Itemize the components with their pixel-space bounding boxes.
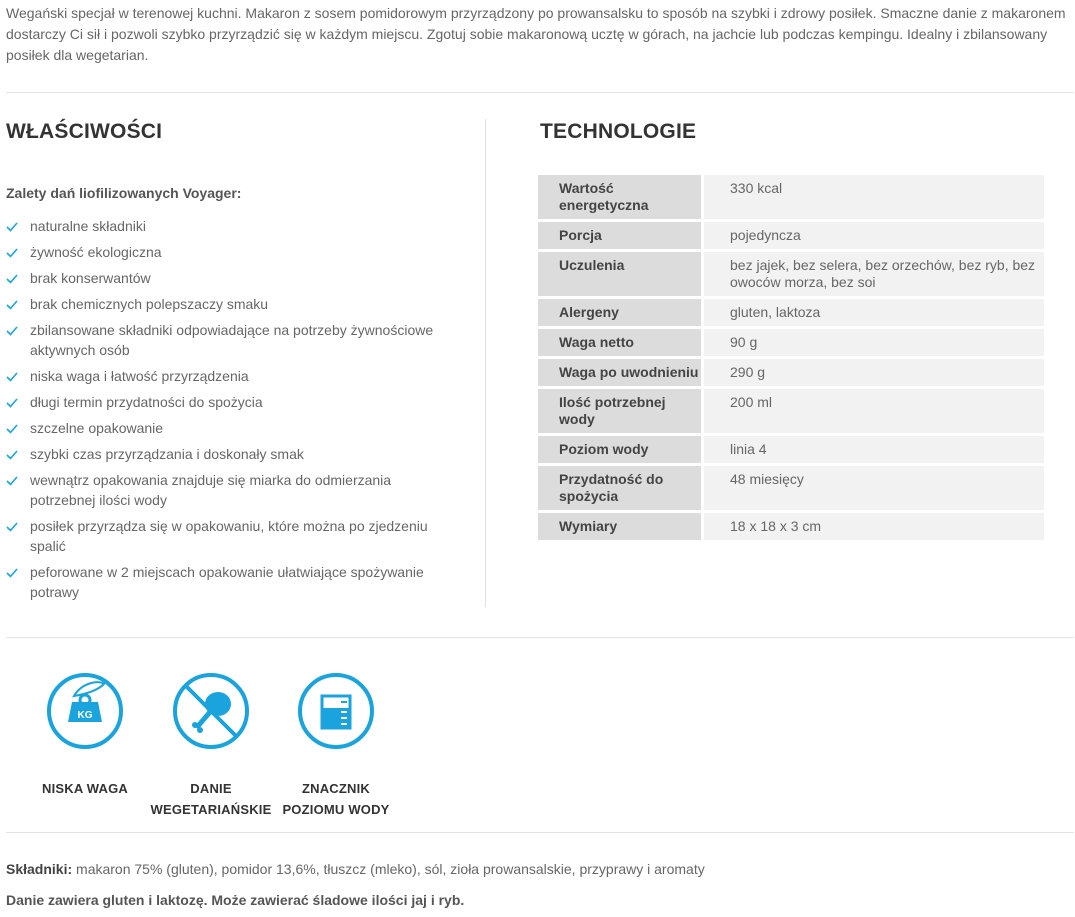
water-level-icon bbox=[297, 672, 375, 750]
features-list bbox=[6, 216, 446, 608]
check-icon bbox=[6, 299, 18, 311]
divider-top bbox=[6, 92, 1074, 93]
feature-item bbox=[6, 268, 446, 288]
check-icon bbox=[6, 423, 18, 435]
feature-item bbox=[6, 294, 446, 314]
tech-value: 290 g bbox=[701, 359, 1044, 386]
feature-text: wewnątrz opakowania znajduje się miarka do odmierzania potrzebnej ilości wody bbox=[30, 472, 392, 508]
check-icon bbox=[6, 449, 18, 461]
feature-text: żywność ekologiczna bbox=[30, 244, 162, 260]
ingredients-label: Składniki: bbox=[6, 861, 73, 877]
feature-item bbox=[6, 392, 446, 412]
tech-row bbox=[538, 222, 1044, 249]
feature-item bbox=[6, 242, 446, 262]
tech-value: 48 miesięcy bbox=[701, 466, 1044, 510]
feature-item bbox=[6, 516, 446, 556]
tech-value: 18 x 18 x 3 cm bbox=[701, 513, 1044, 540]
check-icon bbox=[6, 247, 18, 259]
column-divider bbox=[485, 119, 486, 607]
tech-row bbox=[538, 436, 1044, 463]
check-icon bbox=[6, 521, 18, 533]
tech-value: pojedyncza bbox=[701, 222, 1044, 249]
check-icon bbox=[6, 273, 18, 285]
tech-key: Alergeny bbox=[538, 299, 701, 326]
product-description: Wegański specjał w terenowej kuchni. Makaron z sosem pomidorowym przyrządzony po prowansalsku to sposób na szybki i zdrowy posiłek. Smaczne danie z makaronem dostarczy Ci sił i pozwoli szybko przyrządzić się w każdym miejscu. Zgotuj sobie makaronową ucztę w górach, na jachcie lub podczas kempingu. Idealny i zbilansowany posiłek dla wegetarian. bbox=[6, 5, 1066, 63]
tech-row bbox=[538, 252, 1044, 296]
feature-text: długi termin przydatności do spożycia bbox=[30, 394, 263, 410]
icon-item-vegetarian bbox=[146, 672, 276, 820]
feature-item bbox=[6, 470, 446, 510]
divider-middle bbox=[6, 637, 1074, 638]
tech-row bbox=[538, 359, 1044, 386]
tech-value: gluten, laktoza bbox=[701, 299, 1044, 326]
icon-item-water-level bbox=[271, 672, 401, 820]
feature-item bbox=[6, 320, 446, 360]
tech-row bbox=[538, 329, 1044, 356]
tech-row bbox=[538, 466, 1044, 510]
ingredients-text: makaron 75% (gluten), pomidor 13,6%, tłuszcz (mleko), sól, zioła prowansalskie, przyprawy i aromaty bbox=[72, 861, 705, 877]
tech-row bbox=[538, 299, 1044, 326]
weight-feather-icon bbox=[46, 672, 124, 750]
tech-value: bez jajek, bez selera, bez orzechów, bez ryb, bez owoców morza, bez soi bbox=[701, 252, 1044, 296]
icon-label-water-level: ZNACZNIK POZIOMU WODY bbox=[282, 781, 390, 817]
feature-item bbox=[6, 562, 446, 602]
check-icon bbox=[6, 221, 18, 233]
feature-item bbox=[6, 366, 446, 386]
tech-value: 200 ml bbox=[701, 389, 1044, 433]
allergen-warning: Danie zawiera gluten i laktozę. Może zawierać śladowe ilości jaj i ryb. bbox=[6, 892, 465, 908]
tech-value: 330 kcal bbox=[701, 175, 1044, 219]
tech-row bbox=[538, 175, 1044, 219]
tech-value: linia 4 bbox=[701, 436, 1044, 463]
tech-table bbox=[538, 172, 1044, 543]
check-icon bbox=[6, 475, 18, 487]
tech-key: Poziom wody bbox=[538, 436, 701, 463]
tech-key: Porcja bbox=[538, 222, 701, 249]
check-icon bbox=[6, 567, 18, 579]
feature-text: brak konserwantów bbox=[30, 270, 151, 286]
feature-text: naturalne składniki bbox=[30, 218, 146, 234]
feature-item bbox=[6, 216, 446, 236]
feature-text: zbilansowane składniki odpowiadające na potrzeby żywnościowe aktywnych osób bbox=[30, 322, 434, 358]
feature-text: posiłek przyrządza się w opakowaniu, które można po zjedzeniu spalić bbox=[30, 518, 428, 554]
feature-text: peforowane w 2 miejscach opakowanie ułatwiające spożywanie potrawy bbox=[30, 564, 424, 600]
feature-text: szczelne opakowanie bbox=[30, 420, 164, 436]
feature-text: szybki czas przyrządzania i doskonały smak bbox=[30, 446, 304, 462]
tech-key: Uczulenia bbox=[538, 252, 701, 296]
tech-value: 90 g bbox=[701, 329, 1044, 356]
features-title: WŁAŚCIWOŚCI bbox=[6, 120, 163, 143]
tech-key: Waga netto bbox=[538, 329, 701, 356]
tech-row bbox=[538, 513, 1044, 540]
no-meat-icon bbox=[172, 672, 250, 750]
features-subtitle: Zalety dań liofilizowanych Voyager: bbox=[6, 185, 242, 201]
tech-key: Przydatność do spożycia bbox=[538, 466, 701, 510]
tech-row bbox=[538, 389, 1044, 433]
tech-key: Wartość energetyczna bbox=[538, 175, 701, 219]
icon-item-low-weight bbox=[20, 672, 150, 799]
tech-title: TECHNOLOGIE bbox=[540, 120, 697, 143]
tech-key: Waga po uwodnieniu bbox=[538, 359, 701, 386]
feature-text: niska waga i łatwość przyrządzenia bbox=[30, 368, 249, 384]
feature-text: brak chemicznych polepszaczy smaku bbox=[30, 296, 269, 312]
check-icon bbox=[6, 325, 18, 337]
feature-item bbox=[6, 444, 446, 464]
check-icon bbox=[6, 371, 18, 383]
divider-bottom bbox=[6, 832, 1074, 833]
tech-key: Ilość potrzebnej wody bbox=[538, 389, 701, 433]
check-icon bbox=[6, 397, 18, 409]
feature-item bbox=[6, 418, 446, 438]
tech-key: Wymiary bbox=[538, 513, 701, 540]
icon-label-low-weight: NISKA WAGA bbox=[41, 781, 129, 796]
kg-badge: KG bbox=[77, 710, 93, 721]
icon-label-vegetarian: DANIE WEGETARIAŃSKIE bbox=[150, 781, 272, 817]
ingredients bbox=[6, 861, 705, 877]
